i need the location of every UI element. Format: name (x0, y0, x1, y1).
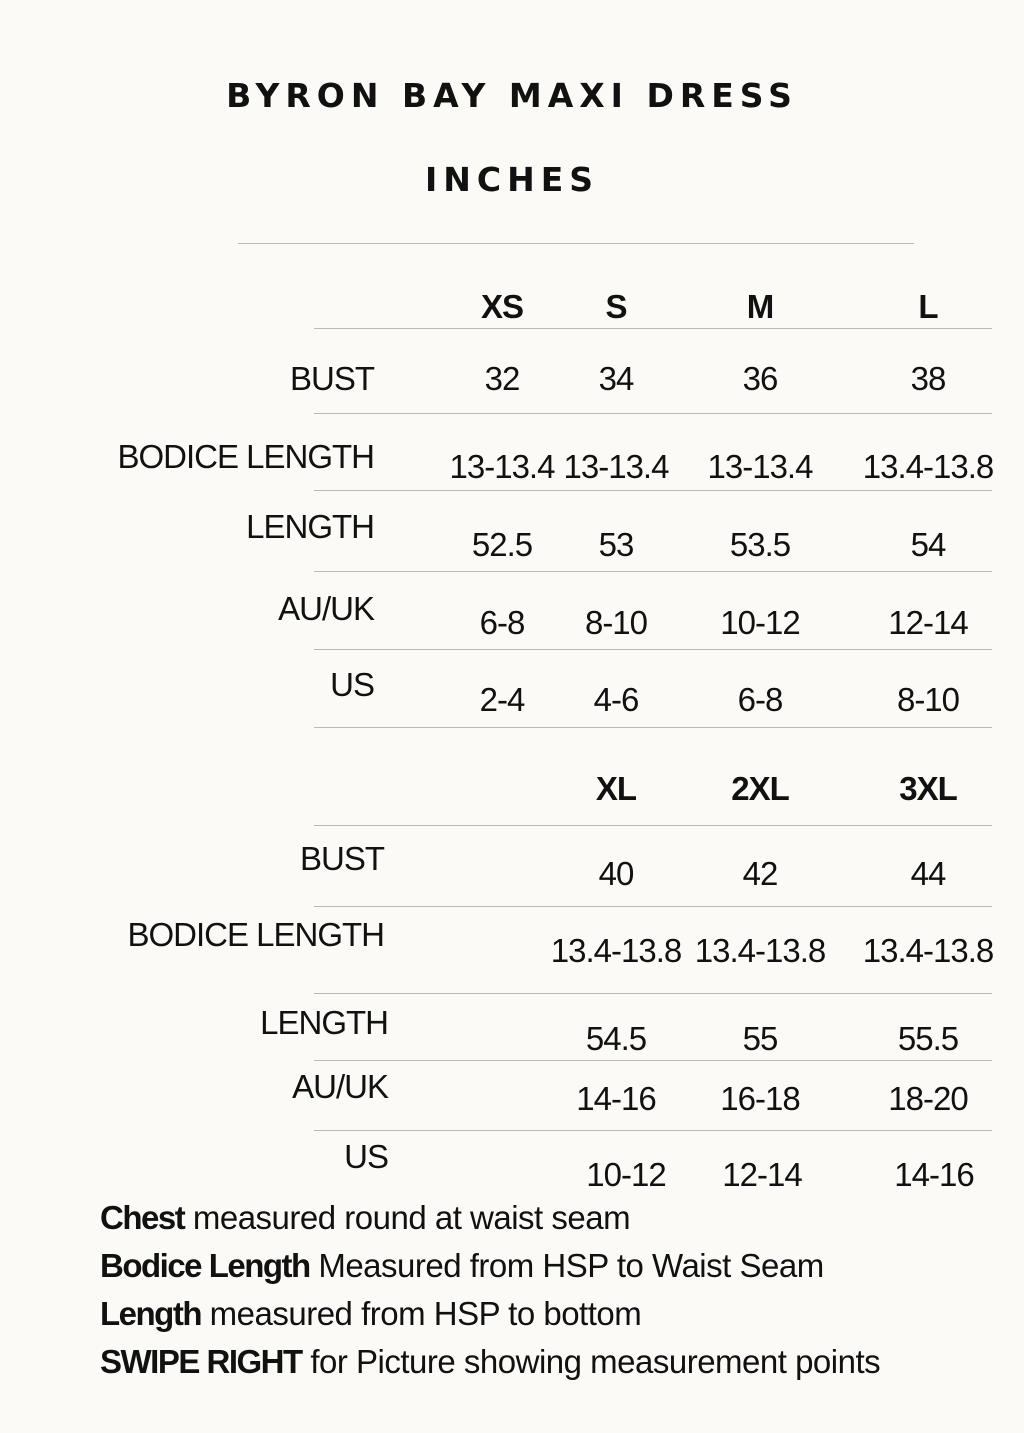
table-cell: 16-18 (720, 1080, 800, 1117)
row-label-us: US (344, 1138, 388, 1175)
table-cell: 53 (598, 526, 634, 563)
table-cell: 40 (598, 855, 634, 892)
table-cell: 13.4-13.8 (862, 932, 994, 969)
row-divider (314, 649, 992, 650)
row-divider (314, 413, 992, 414)
table-cell: 13-13.4 (707, 448, 813, 485)
page-title: BYRON BAY MAXI DRESS (226, 76, 798, 115)
row-label-length: LENGTH (246, 508, 374, 545)
row-divider (314, 906, 992, 907)
table-cell: 10-12 (720, 604, 800, 641)
table-cell: 2-4 (479, 681, 525, 718)
table-cell: 38 (910, 360, 946, 397)
row-label-length: LENGTH (260, 1004, 388, 1041)
row-divider (314, 1130, 992, 1131)
table-cell: 10-12 (586, 1156, 666, 1193)
table-cell: 18-20 (888, 1080, 968, 1117)
table-cell: 44 (910, 855, 946, 892)
table-cell: 6-8 (479, 604, 525, 641)
row-label-au-uk: AU/UK (292, 1068, 388, 1105)
row-divider (314, 1060, 992, 1061)
size-header-xl: XL (595, 770, 637, 807)
table-cell: 54 (910, 526, 946, 563)
table-cell: 55.5 (897, 1020, 959, 1057)
table-cell: 13-13.4 (563, 448, 669, 485)
row-label-bust: BUST (289, 360, 374, 397)
row-label-bust: BUST (299, 840, 384, 877)
table-cell: 52.5 (471, 526, 533, 563)
table-cell: 14-16 (576, 1080, 656, 1117)
note-length: Length measured from HSP to bottom (100, 1295, 642, 1332)
table-cell: 12-14 (888, 604, 968, 641)
table-cell: 14-16 (894, 1156, 974, 1193)
table-cell: 13.4-13.8 (862, 448, 994, 485)
note-bodice-length: Bodice Length Measured from HSP to Waist Seam (100, 1247, 824, 1284)
unit-heading: INCHES (424, 160, 600, 199)
table-cell: 12-14 (722, 1156, 802, 1193)
size-header-s: S (605, 288, 627, 325)
table-cell: 32 (484, 360, 520, 397)
size-header-l: L (918, 288, 938, 325)
size-header-xs: XS (480, 288, 524, 325)
table-cell: 13-13.4 (449, 448, 555, 485)
row-label-au-uk: AU/UK (278, 590, 374, 627)
row-divider (314, 825, 992, 826)
row-divider (314, 490, 992, 491)
table-cell: 8-10 (584, 604, 648, 641)
table-cell: 6-8 (737, 681, 783, 718)
table-cell: 54.5 (585, 1020, 647, 1057)
table-cell: 4-6 (593, 681, 639, 718)
table-cell: 8-10 (896, 681, 960, 718)
note-chest: Chest measured round at waist seam (100, 1199, 631, 1236)
row-divider (314, 993, 992, 994)
size-header-3xl: 3XL (899, 770, 957, 807)
row-label-bodice-length: BODICE LENGTH (127, 916, 384, 953)
size-header-2xl: 2XL (731, 770, 789, 807)
header-divider (238, 243, 914, 244)
row-divider (314, 571, 992, 572)
row-label-bodice-length: BODICE LENGTH (117, 438, 374, 475)
row-divider (314, 328, 992, 329)
table-cell: 34 (598, 360, 634, 397)
size-header-m: M (746, 288, 774, 325)
table-cell: 55 (742, 1020, 778, 1057)
table-cell: 36 (742, 360, 778, 397)
row-label-us: US (330, 666, 374, 703)
row-divider (314, 727, 992, 728)
table-cell: 42 (742, 855, 778, 892)
table-cell: 13.4-13.8 (550, 932, 682, 969)
table-cell: 53.5 (729, 526, 791, 563)
table-cell: 13.4-13.8 (694, 932, 826, 969)
note-swipe-right: SWIPE RIGHT for Picture showing measurement points (100, 1343, 881, 1380)
